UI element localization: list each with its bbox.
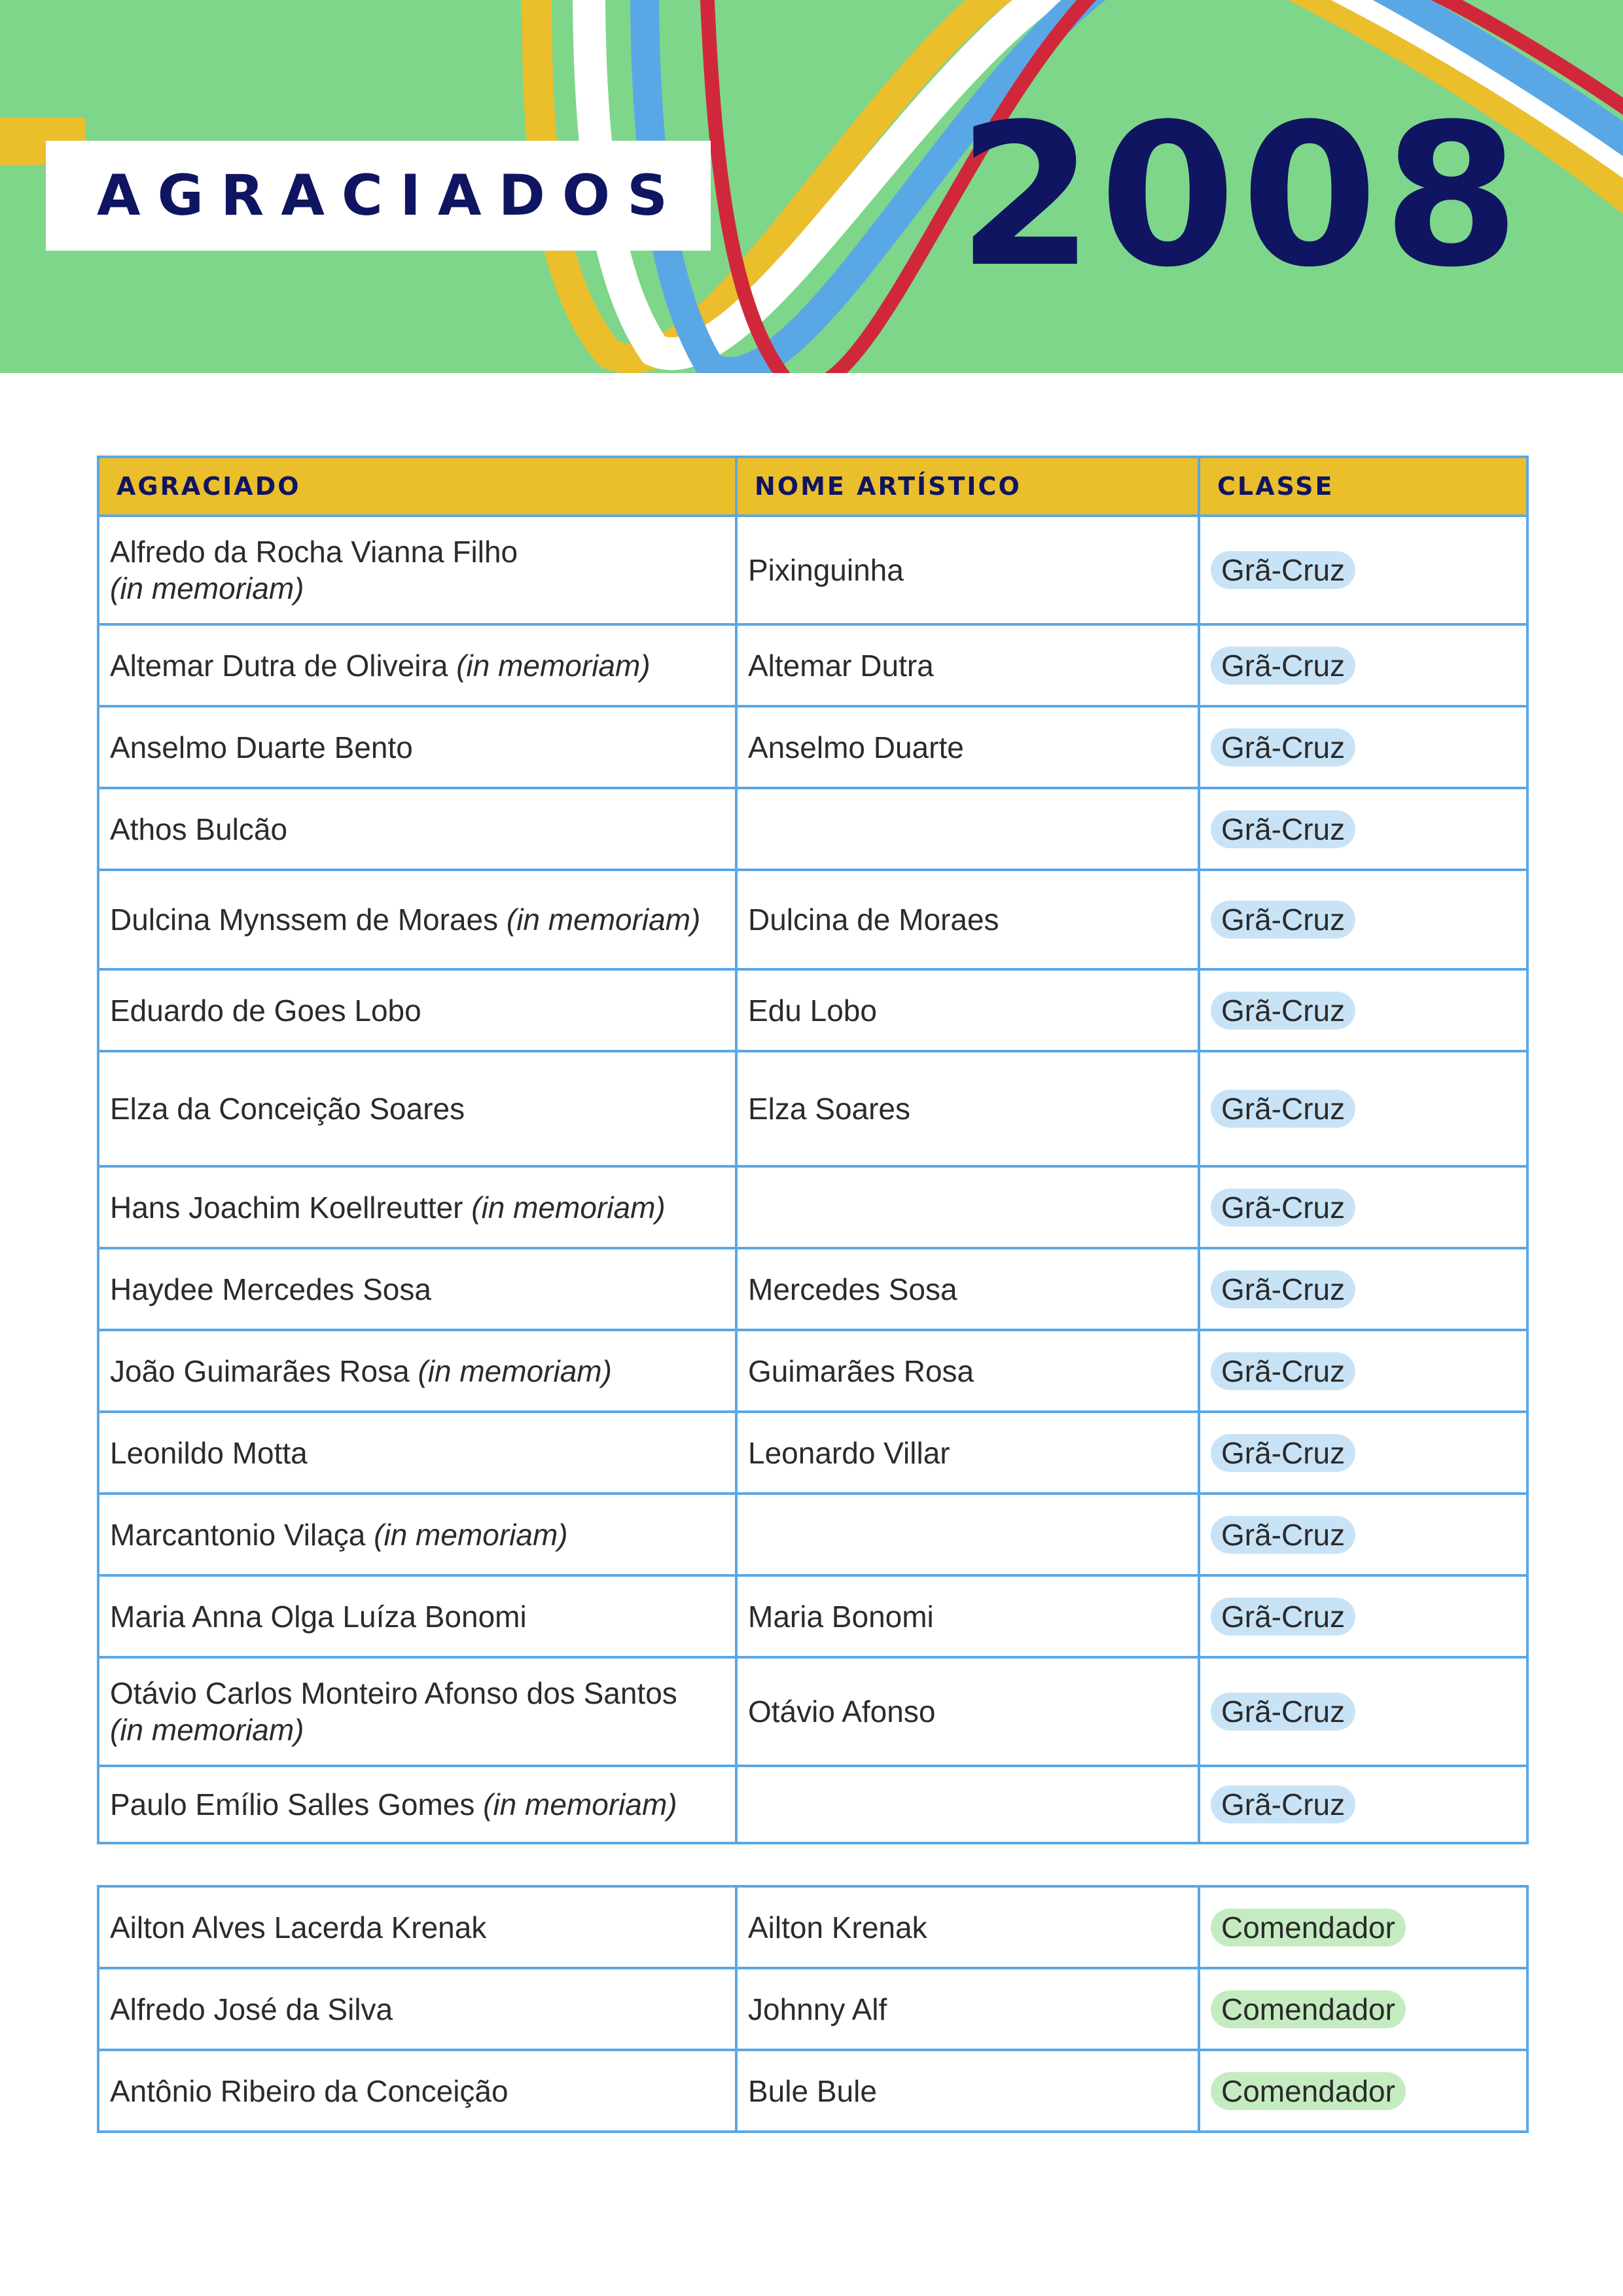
table-row bbox=[98, 1766, 1527, 1843]
classe-cell bbox=[1199, 1248, 1527, 1330]
nome-artistico-cell: Edu Lobo bbox=[736, 969, 1199, 1051]
memoriam-note: (in memoriam) bbox=[483, 1787, 677, 1821]
memoriam-note: (in memoriam) bbox=[110, 571, 304, 605]
classe-cell bbox=[1199, 1330, 1527, 1412]
nome-artistico-cell: Anselmo Duarte bbox=[736, 706, 1199, 788]
nome-artistico-cell: Guimarães Rosa bbox=[736, 1330, 1199, 1412]
nome-artistico-cell bbox=[736, 788, 1199, 870]
classe-badge: Comendador bbox=[1211, 1990, 1406, 2028]
classe-badge: Grã-Cruz bbox=[1211, 1434, 1355, 1472]
table-row bbox=[98, 516, 1527, 624]
agraciado-cell: Haydee Mercedes Sosa bbox=[98, 1248, 736, 1330]
table-row bbox=[98, 870, 1527, 969]
classe-cell bbox=[1199, 1766, 1527, 1843]
table-row bbox=[98, 1886, 1527, 1968]
agraciado-cell: Hans Joachim Koellreutter (in memoriam) bbox=[98, 1166, 736, 1248]
page-title: AGRACIADOS bbox=[97, 163, 685, 228]
table-row bbox=[98, 1412, 1527, 1494]
classe-badge: Grã-Cruz bbox=[1211, 728, 1355, 766]
classe-cell bbox=[1199, 624, 1527, 706]
classe-badge: Grã-Cruz bbox=[1211, 1693, 1355, 1731]
nome-artistico-cell: Leonardo Villar bbox=[736, 1412, 1199, 1494]
agraciado-cell: Maria Anna Olga Luíza Bonomi bbox=[98, 1575, 736, 1657]
table-row bbox=[98, 1494, 1527, 1575]
header-classe: CLASSE bbox=[1199, 457, 1527, 516]
nome-artistico-cell: Elza Soares bbox=[736, 1051, 1199, 1166]
table-row bbox=[98, 1248, 1527, 1330]
agraciado-cell: Paulo Emílio Salles Gomes (in memoriam) bbox=[98, 1766, 736, 1843]
agraciado-cell: João Guimarães Rosa (in memoriam) bbox=[98, 1330, 736, 1412]
agraciado-cell: Athos Bulcão bbox=[98, 788, 736, 870]
classe-badge: Grã-Cruz bbox=[1211, 1270, 1355, 1308]
classe-badge: Grã-Cruz bbox=[1211, 810, 1355, 848]
nome-artistico-cell bbox=[736, 1494, 1199, 1575]
nome-artistico-cell: Altemar Dutra bbox=[736, 624, 1199, 706]
classe-badge: Comendador bbox=[1211, 1909, 1406, 1946]
title-box bbox=[46, 141, 711, 251]
agraciado-cell: Antônio Ribeiro da Conceição bbox=[98, 2050, 736, 2132]
classe-badge: Grã-Cruz bbox=[1211, 551, 1355, 589]
classe-cell bbox=[1199, 969, 1527, 1051]
classe-cell bbox=[1199, 1051, 1527, 1166]
classe-badge: Grã-Cruz bbox=[1211, 1598, 1355, 1636]
classe-badge: Grã-Cruz bbox=[1211, 647, 1355, 685]
classe-cell bbox=[1199, 1166, 1527, 1248]
nome-artistico-cell: Dulcina de Moraes bbox=[736, 870, 1199, 969]
classe-cell bbox=[1199, 1575, 1527, 1657]
classe-cell bbox=[1199, 2050, 1527, 2132]
classe-cell bbox=[1199, 1657, 1527, 1766]
classe-cell bbox=[1199, 1968, 1527, 2050]
agraciado-cell: Alfredo José da Silva bbox=[98, 1968, 736, 2050]
agraciado-cell: Altemar Dutra de Oliveira (in memoriam) bbox=[98, 624, 736, 706]
table-row bbox=[98, 1657, 1527, 1766]
year-heading: 2008 bbox=[957, 82, 1525, 310]
nome-artistico-cell: Johnny Alf bbox=[736, 1968, 1199, 2050]
classe-cell bbox=[1199, 1494, 1527, 1575]
nome-artistico-cell: Bule Bule bbox=[736, 2050, 1199, 2132]
header-agraciado: AGRACIADO bbox=[98, 457, 736, 516]
memoriam-note: (in memoriam) bbox=[418, 1354, 612, 1388]
memoriam-note: (in memoriam) bbox=[110, 1713, 304, 1747]
classe-badge: Grã-Cruz bbox=[1211, 1189, 1355, 1227]
classe-badge: Grã-Cruz bbox=[1211, 1516, 1355, 1554]
nome-artistico-cell: Otávio Afonso bbox=[736, 1657, 1199, 1766]
classe-cell bbox=[1199, 516, 1527, 624]
header-nome-artistico: NOME ARTÍSTICO bbox=[736, 457, 1199, 516]
header-banner bbox=[0, 0, 1623, 373]
nome-artistico-cell bbox=[736, 1766, 1199, 1843]
classe-cell bbox=[1199, 870, 1527, 969]
classe-badge: Grã-Cruz bbox=[1211, 1785, 1355, 1823]
classe-cell bbox=[1199, 788, 1527, 870]
memoriam-note: (in memoriam) bbox=[506, 903, 701, 937]
table-row bbox=[98, 1330, 1527, 1412]
nome-artistico-cell: Ailton Krenak bbox=[736, 1886, 1199, 1968]
nome-artistico-cell: Maria Bonomi bbox=[736, 1575, 1199, 1657]
nome-artistico-cell bbox=[736, 1166, 1199, 1248]
memoriam-note: (in memoriam) bbox=[374, 1517, 568, 1552]
agraciado-cell: Otávio Carlos Monteiro Afonso dos Santos (in memoriam) bbox=[98, 1657, 736, 1766]
table-row bbox=[98, 706, 1527, 788]
classe-cell bbox=[1199, 1886, 1527, 1968]
table-row bbox=[98, 969, 1527, 1051]
agraciado-cell: Elza da Conceição Soares bbox=[98, 1051, 736, 1166]
classe-cell bbox=[1199, 706, 1527, 788]
memoriam-note: (in memoriam) bbox=[471, 1190, 666, 1225]
agraciado-cell: Ailton Alves Lacerda Krenak bbox=[98, 1886, 736, 1968]
memoriam-note: (in memoriam) bbox=[456, 648, 651, 683]
comendador-table bbox=[97, 1885, 1529, 2133]
table-row bbox=[98, 1968, 1527, 2050]
classe-badge: Grã-Cruz bbox=[1211, 1352, 1355, 1390]
classe-badge: Grã-Cruz bbox=[1211, 901, 1355, 939]
nome-artistico-cell: Mercedes Sosa bbox=[736, 1248, 1199, 1330]
table-row bbox=[98, 1166, 1527, 1248]
table-row bbox=[98, 788, 1527, 870]
agraciado-cell: Anselmo Duarte Bento bbox=[98, 706, 736, 788]
grancruz-table bbox=[97, 456, 1529, 1844]
agraciado-cell: Eduardo de Goes Lobo bbox=[98, 969, 736, 1051]
agraciado-cell: Leonildo Motta bbox=[98, 1412, 736, 1494]
agraciado-cell: Alfredo da Rocha Vianna Filho (in memoriam) bbox=[98, 516, 736, 624]
agraciado-cell: Dulcina Mynssem de Moraes (in memoriam) bbox=[98, 870, 736, 969]
table-row bbox=[98, 624, 1527, 706]
classe-badge: Grã-Cruz bbox=[1211, 1090, 1355, 1128]
table-row bbox=[98, 1575, 1527, 1657]
table-header-row bbox=[98, 457, 1527, 516]
classe-cell bbox=[1199, 1412, 1527, 1494]
classe-badge: Grã-Cruz bbox=[1211, 992, 1355, 1030]
classe-badge: Comendador bbox=[1211, 2072, 1406, 2110]
agraciado-cell: Marcantonio Vilaça (in memoriam) bbox=[98, 1494, 736, 1575]
nome-artistico-cell: Pixinguinha bbox=[736, 516, 1199, 624]
table-row bbox=[98, 1051, 1527, 1166]
table-row bbox=[98, 2050, 1527, 2132]
